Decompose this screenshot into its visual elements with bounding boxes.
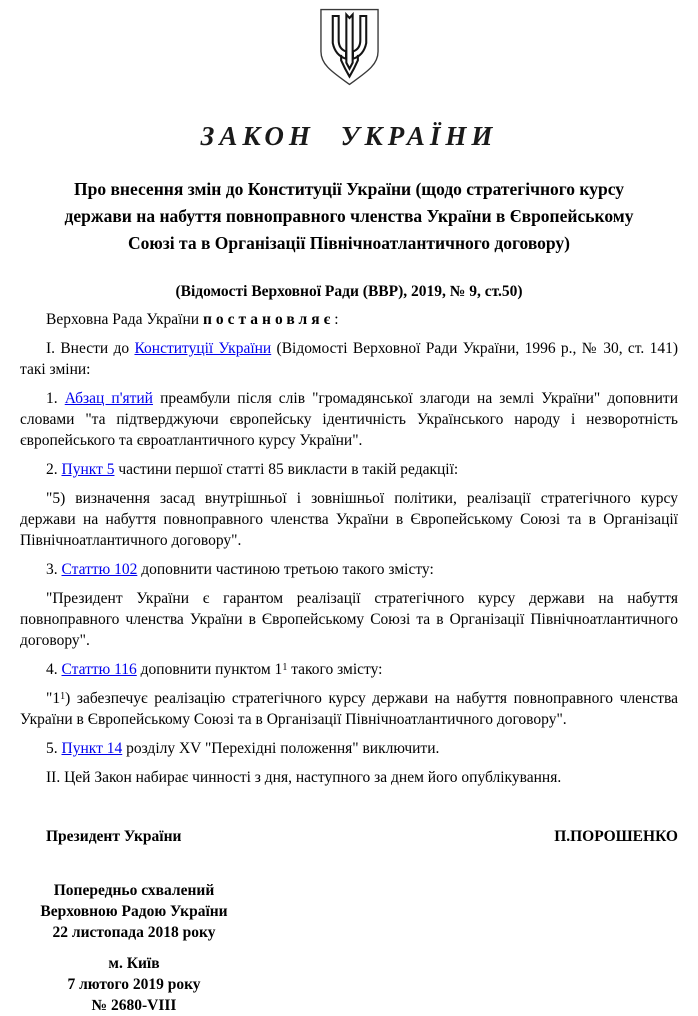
text-run: "Президент України є гарантом реалізації стратегічного курсу держави на набуття повноправного членства України в Європейському Союзі та в Організації Північноатлантичного договору". — [20, 590, 678, 649]
text-run: "1 — [46, 690, 61, 707]
ukraine-coat-of-arms-icon — [318, 8, 381, 87]
approval-block — [20, 880, 248, 943]
president-label: Президент України — [46, 828, 182, 845]
text-run: II. Цей Закон набирає чинності з дня, наступного за днем його опублікування. — [46, 769, 562, 786]
issued-block — [20, 953, 248, 1016]
text-run: (Відомості Верховної Ради України, 1996 р., № 30, ст. 141) такі зміни: — [20, 340, 678, 378]
link-point-14[interactable]: Пункт 14 — [61, 740, 123, 757]
link-constitution[interactable]: Конституції України — [134, 340, 272, 357]
text-run: ) забезпечує реалізацію стратегічного курсу держави на набуття повноправного членства України в Європейському Союзі та в Організації Північноатлантичного договору". — [20, 690, 678, 728]
text-run: частини першої статті 85 викласти в такій редакції: — [114, 461, 459, 478]
resolution-line — [20, 309, 678, 330]
text-run: 1. — [46, 390, 65, 407]
text-run: 2. — [46, 461, 62, 478]
text-run: розділу XV "Перехідні положення" виключити. — [122, 740, 440, 757]
issued-number: № 2680-VIII — [91, 997, 177, 1014]
amendment-5 — [20, 738, 678, 759]
text-run: 3. — [46, 561, 62, 578]
president-name: П.ПОРОШЕНКО — [554, 828, 678, 845]
amendment-1 — [20, 388, 678, 451]
amendment-3 — [20, 559, 678, 580]
issued-date: 7 лютого 2019 року — [67, 976, 201, 993]
approval-line: Попередньо схвалений — [53, 882, 215, 899]
signature-row — [20, 828, 678, 846]
text-run: 4. — [46, 661, 62, 678]
link-article-102[interactable]: Статтю 102 — [61, 561, 138, 578]
gazette-reference: (Відомості Верховної Ради (ВВР), 2019, № 9, ст.50) — [175, 283, 523, 300]
text-run: преамбули після слів "громадянської злагоди на землі України" доповнити словами "та підтверджуючи європейську ідентичність Українського народу і незворотність європейського та євроатлантичного курсу України". — [20, 390, 679, 449]
link-point-5[interactable]: Пункт 5 — [61, 461, 115, 478]
law-subtitle: Про внесення змін до Конституції України (щодо стратегічного курсу держави на набуття повноправного членства України в Європейському Союзі та в Організації Північноатлантичного договору) — [64, 179, 634, 253]
text-run: "5) визначення засад внутрішньої і зовнішньої політики, реалізації стратегічного курсу держави на набуття повноправного членства України в Європейському Союзі та в Організації Північноатлантичного договору". — [20, 490, 678, 549]
amendment-4 — [20, 659, 678, 680]
text-run: доповнити пунктом 1 — [136, 661, 283, 678]
text-run: : — [334, 311, 339, 328]
section-I-intro — [20, 338, 678, 380]
superscript: 1 — [60, 691, 66, 702]
link-article-116[interactable]: Статтю 116 — [61, 661, 137, 678]
text-run: 5. — [46, 740, 62, 757]
section-II — [20, 767, 678, 788]
text-run: Верховна Рада України — [46, 311, 203, 328]
text-run: доповнити частиною третьою такого змісту: — [137, 561, 434, 578]
amendment-3-text — [20, 588, 678, 651]
text-run: такого змісту: — [287, 661, 383, 678]
superscript: 1 — [282, 662, 288, 673]
resolve-word: постановляє — [202, 311, 335, 328]
law-title: ЗАКОН УКРАЇНИ — [200, 121, 498, 151]
amendment-2-text — [20, 488, 678, 551]
approval-line: Верховною Радою України — [40, 903, 228, 920]
link-paragraph-five[interactable]: Абзац п'ятий — [64, 390, 153, 407]
approval-line: 22 листопада 2018 року — [52, 924, 216, 941]
paragraphs — [20, 309, 678, 788]
text-run: I. Внести до — [46, 340, 135, 357]
issued-city: м. Київ — [108, 955, 160, 972]
amendment-2 — [20, 459, 678, 480]
amendment-4-text — [20, 688, 678, 730]
